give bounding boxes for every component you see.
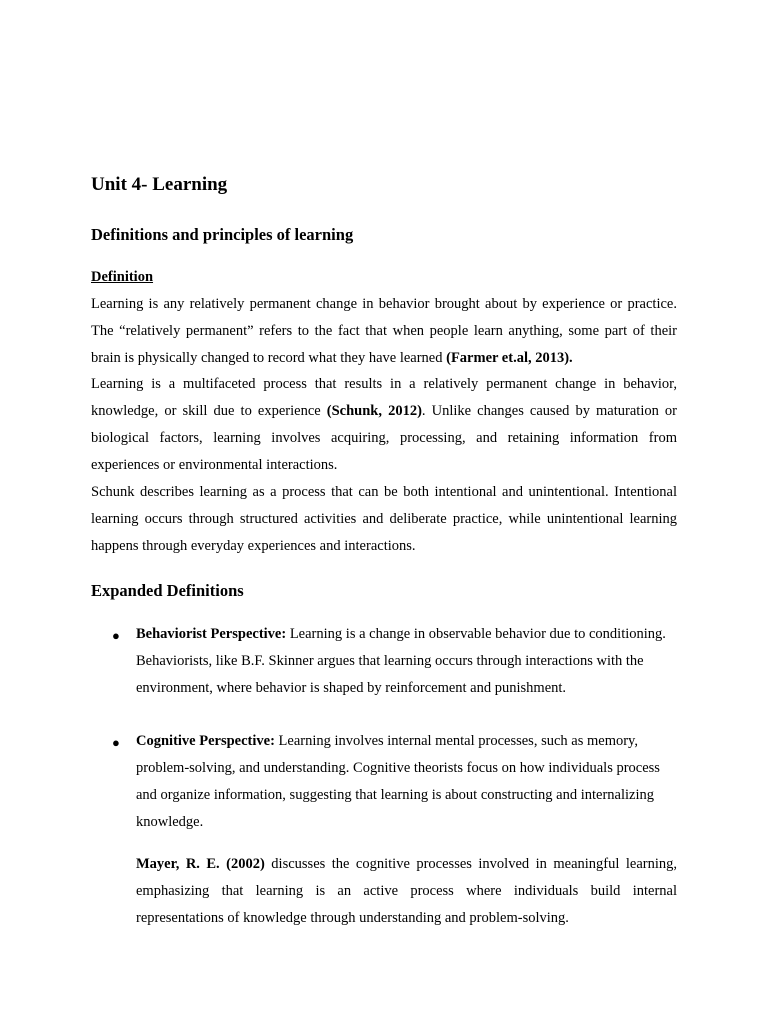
paragraph-2	[91, 371, 677, 479]
paragraph-1-text: Learning is any relatively permanent change in behavior brought about by experience or practice. The “relatively permanent” refers to the fact that when people learn anything, some part of their brain is physically changed to record what they have learned	[91, 296, 677, 366]
bullet-item-cognitive	[136, 728, 666, 836]
section-heading-expanded: Expanded Definitions	[91, 581, 244, 600]
paragraph-2-text-b: . Unlike changes caused by maturation or biological factors, learning involves acquiring, processing, and retaining information from experiences or environmental interactions.	[91, 402, 678, 473]
bullet-label: Cognitive Perspective:	[136, 733, 275, 749]
section-heading-definitions: Definitions and principles of learning	[91, 225, 354, 244]
paragraph-3: Schunk describes learning as a process that can be both intentional and unintentional. Intentional learning occurs through structured activities and deliberate practice, while unintentional learning happens through everyday experiences and interactions.	[91, 484, 677, 554]
bullet-text: Learning involves internal mental processes, such as memory, problem-solving, and understanding. Cognitive theorists focus on how individuals process and organize information, suggesting that learning is about constructing and internalizing knowledge.	[136, 733, 660, 830]
bullet-label: Behaviorist Perspective:	[136, 626, 287, 642]
citation-farmer: (Farmer et.al, 2013).	[446, 349, 573, 366]
bullet-icon: ●	[112, 735, 120, 750]
paragraph-mayer-text: discusses the cognitive processes involved in meaningful learning, emphasizing that learning is an active process where individuals build internal representations of knowledge through understanding and problem-solving.	[136, 856, 677, 926]
citation-mayer: Mayer, R. E. (2002)	[136, 856, 265, 872]
citation-schunk: (Schunk, 2012)	[326, 402, 422, 419]
paragraph-2-text-a: Learning is a multifaceted process that results in a relatively permanent change in behavior, knowledge, or skill due to experience	[91, 376, 677, 419]
paragraph-mayer	[136, 851, 677, 932]
bullet-item-behaviorist	[136, 621, 666, 702]
page-title: Unit 4- Learning	[91, 174, 228, 195]
definition-label: Definition	[91, 269, 154, 285]
bullet-text: Learning is a change in observable behavior due to conditioning. Behaviorists, like B.F. Skinner argues that learning occurs through interactions with the environment, where behavior is shaped by reinforcement and punishment.	[136, 626, 666, 696]
paragraph-1	[91, 291, 677, 372]
bullet-icon: ●	[112, 628, 120, 643]
